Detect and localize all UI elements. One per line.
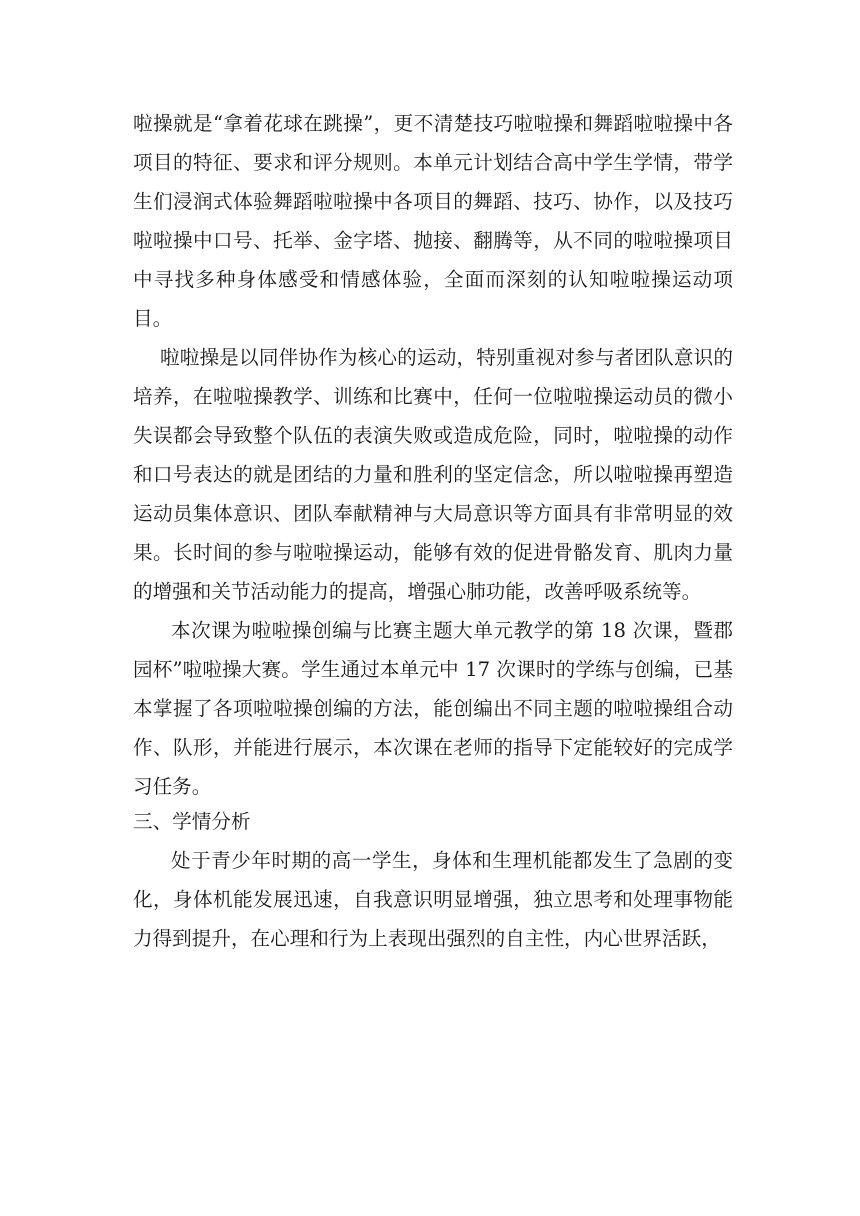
paragraph-lesson: 本次课为啦啦操创编与比赛主题大单元教学的第 18 次课，暨郡园杯”啦啦操大赛。学生通过本单元中 17 次课时的学练与创编，已基本掌握了各项啦啦操创编的方法，能创编出不同主题的啦啦操组合动作、队形，并能进行展示，本次课在老师的指导下定能较好的完成学习任务。: [133, 619, 733, 798]
paragraph-continuation: 啦操就是“拿着花球在跳操”，更不清楚技巧啦啦操和舞蹈啦啦操中各项目的特征、要求和评分规则。本单元计划结合高中学生学情，带学生们浸润式体验舞蹈啦啦操中各项目的舞蹈、技巧、协作，以及技巧啦啦操中口号、托举、金字塔、抛接、翻腾等，从不同的啦啦操项目中寻找多种身体感受和情感体验，全面而深刻的认知啦啦操运动项目。: [133, 112, 733, 330]
paragraph-teamwork: 啦啦操是以同伴协作为核心的运动，特别重视对参与者团队意识的培养，在啦啦操教学、训练和比赛中，任何一位啦啦操运动员的微小失误都会导致整个队伍的表演失败或造成危险，同时，啦啦操的动作和口号表达的就是团结的力量和胜利的坚定信念，所以啦啦操再塑造运动员集体意识、团队奉献精神与大局意识等方面具有非常明显的效果。长时间的参与啦啦操运动，能够有效的促进骨骼发育、肌肉力量的增强和关节活动能力的提高，增强心肺功能，改善呼吸系统等。: [133, 346, 733, 603]
paragraph-student-analysis: 处于青少年时期的高一学生，身体和生理机能都发生了急剧的变化，身体机能发展迅速，自我意识明显增强，独立思考和处理事物能力得到提升，在心理和行为上表现出强烈的自主性，内心世界活跃，: [133, 849, 733, 950]
section-heading: 三、学情分析: [133, 810, 251, 833]
document-body: [133, 104, 733, 958]
